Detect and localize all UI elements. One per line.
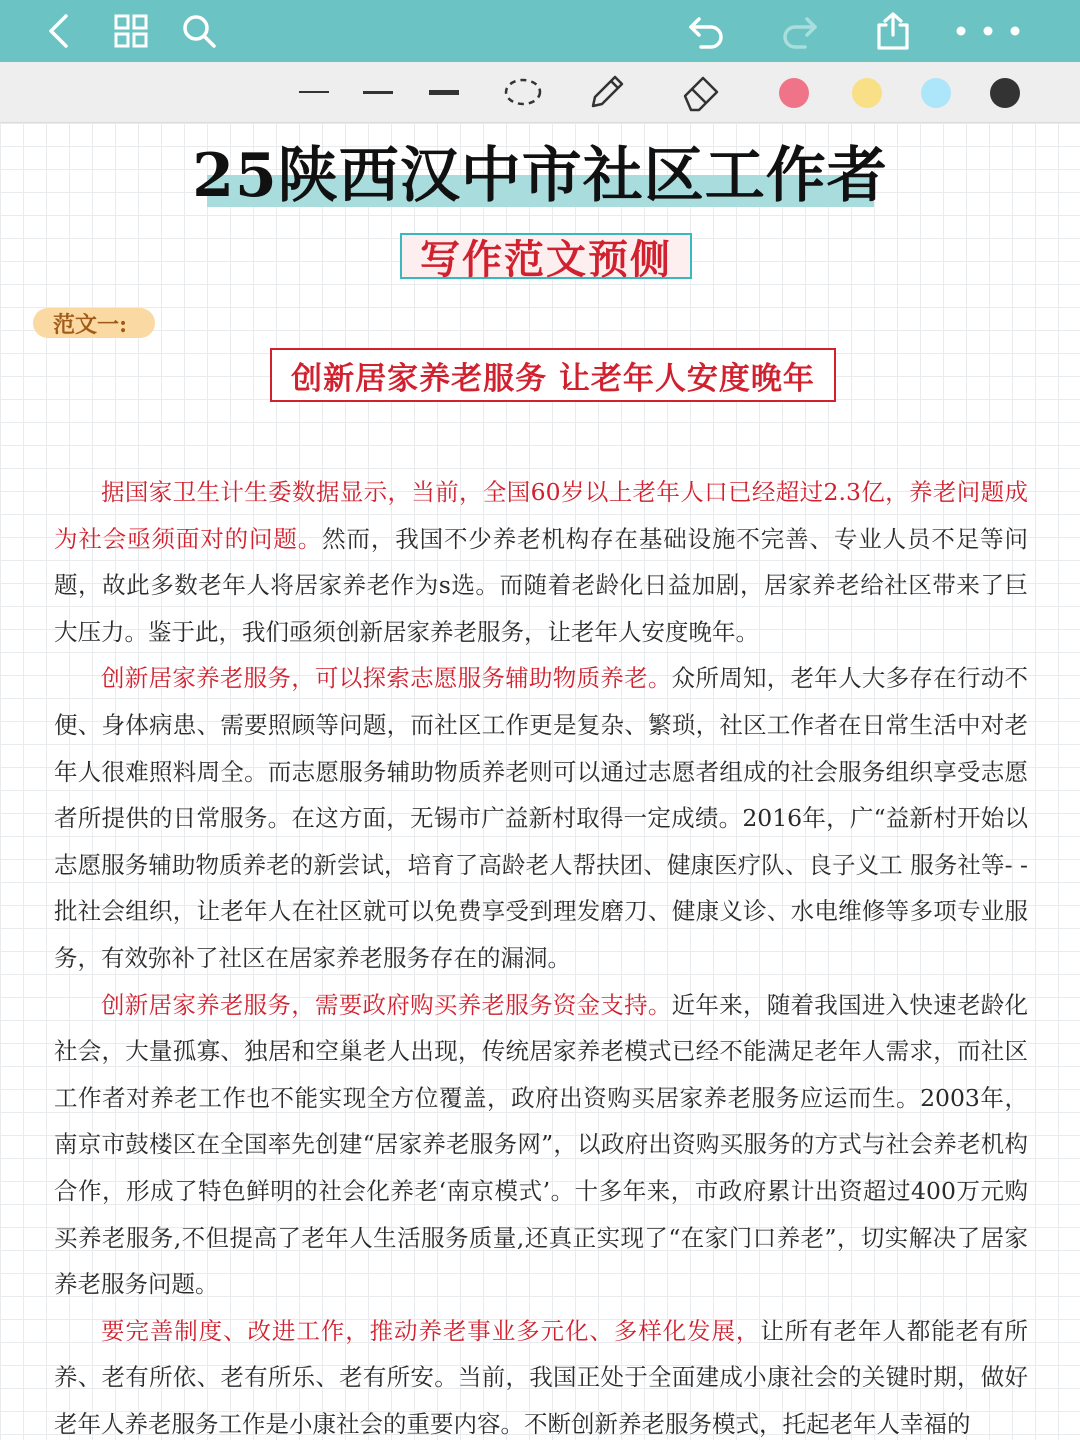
- pen-size-medium[interactable]: [362, 70, 394, 114]
- line-medium-icon: [363, 91, 393, 94]
- paragraph-text: 然而，我国不少养老机构存在基础设施不完善、专业人员不足等问题，故此多数老年人将居家养老作为s选。而随着老龄化日益加剧，居家养老给社区带来了巨大压力。鉴于此，我们亟须创新居家养老服务，让老年人安度晚年。: [54, 524, 1029, 646]
- paragraph: [54, 1308, 1028, 1440]
- paragraph-text: 让所有老年人都能老有所养、老有所依、老有所乐、老有所安。当前，我国正处于全面建成小康社会的关键时期，做好老年人养老服务工作是小康社会的重要内容。不断创新养老服务模式，托起老年人幸福的: [54, 1316, 1029, 1438]
- paragraph-text: 近年来，随着我国进入快速老龄化社会，大量孤寡、独居和空巢老人出现，传统居家养老模式已经不能满足老年人需求，而社区工作者对养老工作也不能实现全方位覆盖，政府出资购买居家养老服务应运而生。2003年，南京市鼓楼区在全国率先创建“居家养老服务网”，以政府出资购买服务的方式与社会养老机构合作，形成了特色鲜明的社会化养老‘南京模式’。十多年来，市政府累计出资超过400万元购买养老服务,不但提高了老年人生活服务质量,还真正实现了“在家门口养老”，切实解决了居家养老服务问题。: [54, 990, 1029, 1299]
- paragraph-lead: 创新居家养老服务，可以探索志愿服务辅助物质养老。: [101, 664, 672, 693]
- pen-tool[interactable]: [586, 70, 628, 114]
- essay-body: [54, 469, 1028, 1440]
- pen-icon: [587, 72, 627, 112]
- back-icon[interactable]: [36, 8, 82, 54]
- paragraph: [54, 469, 1028, 655]
- paragraph-lead: 创新居家养老服务，需要政府购买养老服务资金支持。: [101, 990, 672, 1019]
- search-icon[interactable]: [176, 8, 222, 54]
- paragraph-lead: 据国家卫生计生委数据显示，当前，全国60岁以上老年人口已经超过2.3亿，养老问题成为社会亟须面对的问题。: [54, 478, 1028, 553]
- eraser-tool[interactable]: [680, 70, 722, 114]
- paragraph: [54, 982, 1028, 1308]
- paragraph: [54, 655, 1028, 981]
- paragraph-lead: 要完善制度、改进工作，推动养老事业多元化、多样化发展，: [101, 1316, 761, 1345]
- line-thick-icon: [429, 90, 459, 95]
- redo-icon[interactable]: [776, 8, 822, 54]
- top-bar: [0, 0, 1080, 62]
- eraser-icon: [681, 72, 721, 112]
- color-swatch-black[interactable]: [990, 78, 1020, 108]
- color-swatch-blue[interactable]: [921, 78, 951, 108]
- lasso-icon: [503, 76, 543, 108]
- color-swatch-pink[interactable]: [779, 78, 809, 108]
- essay-tag: 范文一:: [33, 308, 155, 338]
- pen-size-thick[interactable]: [428, 70, 460, 114]
- share-icon[interactable]: [870, 8, 916, 54]
- more-icon[interactable]: [950, 8, 1026, 54]
- line-thin-icon: [299, 91, 329, 93]
- color-swatch-yellow[interactable]: [852, 78, 882, 108]
- undo-icon[interactable]: [684, 8, 730, 54]
- pen-size-thin[interactable]: [298, 70, 330, 114]
- essay-title: 创新居家养老服务 让老年人安度晚年: [270, 348, 836, 402]
- document-page[interactable]: [0, 123, 1080, 1440]
- paragraph-text: 众所周知，老年人大多存在行动不便、身体病患、需要照顾等问题，而社区工作更是复杂、繁琐，社区工作者在日常生活中对老年人很难照料周全。而志愿服务辅助物质养老则可以通过志愿者组成的社会服务组织享受志愿者所提供的日常服务。在这方面，无锡市广益新村取得一定成绩。2016年，广“益新村开始以志愿服务辅助物质养老的新尝试，培育了高龄老人帮扶团、健康医疗队、良子义工 服务社等- -批社会组织，让老年人在社区就可以免费享受到理发磨刀、健康义诊、水电维修等多项专业服务，有效弥补了社区在居家养老服务存在的漏洞。: [54, 664, 1029, 972]
- document-subtitle: 写作范文预侧: [400, 233, 692, 279]
- lasso-tool[interactable]: [502, 70, 544, 114]
- document-title: 25陕西汉中市社区工作者: [192, 141, 888, 211]
- pen-toolbar: [0, 62, 1080, 123]
- grid-icon[interactable]: [108, 8, 154, 54]
